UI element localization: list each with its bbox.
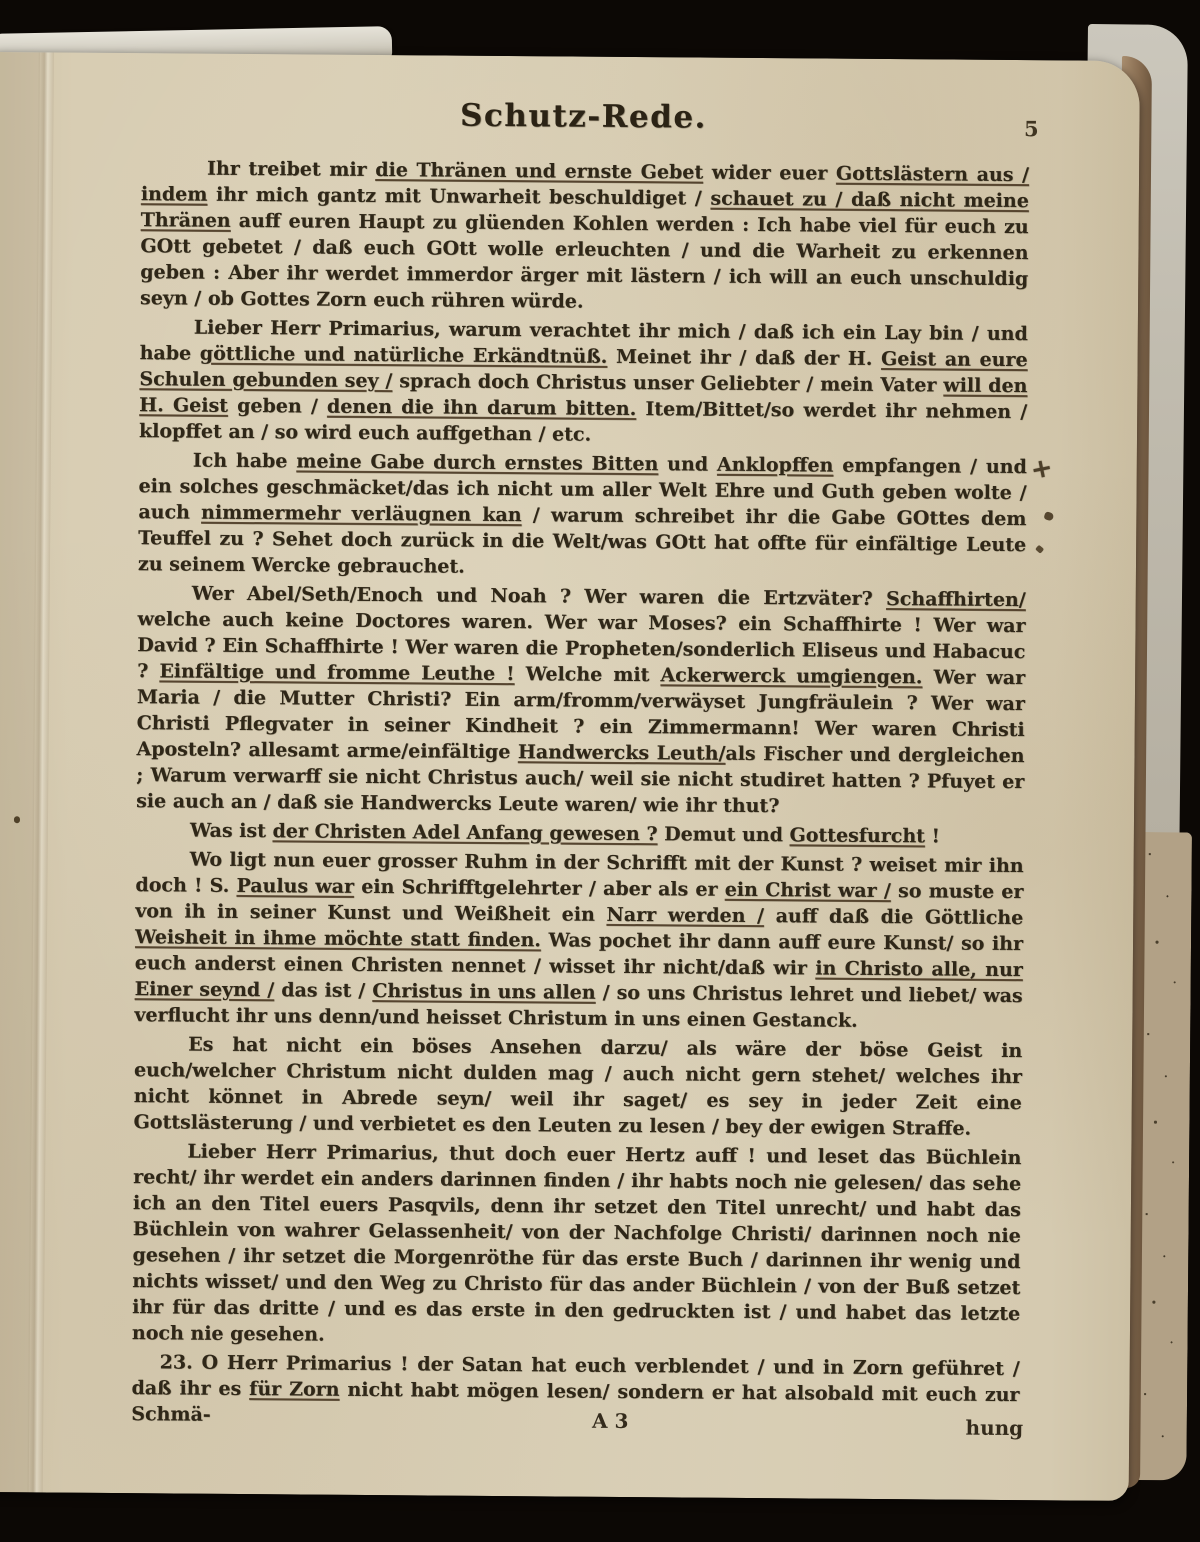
text-segment: auff euren Haupt zu glüenden Kohlen werden : Ich habe viel für euch zu GOtt gebetet / daß euch GOtt wolle erleuchten / und die Warheit zu erkennen geben : Aber ihr werdet immerdor ärger mit lästern / ich will an euch unschuldig seyn / ob Gottes Zorn euch rühren würde. bbox=[139, 209, 1029, 313]
text-segment: Was pochet ihr dann auff eure Kunst/ so ihr euch anderst einen Christen nennet / wisset ihr nicht/daß wir bbox=[134, 929, 1024, 980]
text-segment: nimmermehr verläugnen kan bbox=[201, 501, 522, 527]
text-segment: meine Gabe durch ernstes Bitten bbox=[296, 450, 659, 476]
paragraph bbox=[139, 314, 1028, 451]
text-segment: / so uns Christus lehret und liebet/ was verflucht ihr uns denn/und heisset Christum in uns einen Gestanck. bbox=[134, 981, 1023, 1032]
text-segment: schauet zu / daß nicht meine Thränen bbox=[140, 187, 1029, 232]
text-segment: Gottesfurcht bbox=[789, 824, 926, 848]
text-segment: Gottslästern aus / indem bbox=[140, 162, 1030, 206]
text-segment: Anklopffen bbox=[716, 453, 834, 477]
text-segment: Wer war Maria / die Mutter Christi? Ein arm/fromm/verwäyset Jungfräulein ? Wer war Christi Pflegvater in seiner Kindheit ? ein Zimmermann! Wer waren Christi Aposteln? allesamt arme/einfältige bbox=[136, 666, 1026, 764]
book-page bbox=[0, 52, 1140, 1501]
text-segment: für Zorn bbox=[249, 1378, 340, 1401]
text-segment: Christus in uns allen bbox=[372, 980, 596, 1004]
ink-blot-mark bbox=[1035, 545, 1044, 554]
text-segment: Wer Abel/Seth/Enoch und Noah ? Wer waren die Ertzväter? bbox=[191, 582, 887, 611]
text-segment: 23. O Herr Primarius ! der Satan hat euch verblendet / und in Zorn geführet / daß ihr es bbox=[131, 1351, 1020, 1401]
text-segment: Schaffhirten/ bbox=[885, 588, 1026, 612]
text-segment: Welche mit bbox=[514, 663, 661, 687]
text-segment: Geist an eure Schulen gebunden sey / bbox=[139, 347, 1028, 393]
text-segment: auff daß die Göttliche bbox=[763, 905, 1024, 930]
text-segment: Ackerwerck umgiengen. bbox=[660, 664, 923, 689]
text-segment: Paulus war bbox=[236, 874, 355, 898]
text-segment: Narr werden / bbox=[606, 903, 765, 928]
paragraph bbox=[134, 846, 1023, 1035]
text-segment: Was ist bbox=[189, 819, 273, 843]
paragraph bbox=[136, 580, 1026, 821]
text-segment: denen die ihn darum bitten. bbox=[326, 395, 637, 421]
ink-cross-mark: + bbox=[1027, 452, 1056, 487]
text-segment: Lieber Herr Primarius, thut doch euer Hertz auff ! und leset das Büchlein recht/ ihr werdet ein anders darinnen finden / ihr habts noch nie gelesen/ das sehe ich an den Titel euers Pasqvils, denn ihr setzet den Titel unrecht/ und habt das Büchlein von wahrer Gelassenheit/ von der Nachfolge Christi/ darinnen noch nie gesehen / ihr setzet die Morgenröthe für das erste Buch / darinnen ihr wenig und nichts wisset/ und den Weg zu Christo für das ander Büchlein / von der Buß setzet ihr für das dritte / und es das erste in den gedruckten ist / und habet das letzte noch nie gesehen. bbox=[131, 1140, 1022, 1346]
text-segment: / warum schreibet ihr die Gabe GOttes dem Teuffel zu ? Sehet doch zurück in die Welt/was GOtt hat offte für einfältige Leute zu seinem Wercke gebrauchet. bbox=[137, 504, 1027, 578]
text-segment: ! bbox=[924, 825, 941, 848]
text-segment: Meinet ihr / daß der H. bbox=[607, 345, 882, 370]
text-segment: Item/Bittet/so werdet ihr nehmen / klopffet an / so wird euch auffgethan / etc. bbox=[138, 398, 1028, 446]
paragraph bbox=[140, 155, 1029, 318]
text-segment: sprach doch Christus unser Geliebter / mein Vater bbox=[392, 370, 944, 397]
text-segment: nicht habt mögen lesen/ sondern er hat alsobald mit euch zur Schmä- bbox=[131, 1378, 1020, 1426]
text-segment: so muste er von ih in seiner Kunst und Weißheit ein bbox=[135, 880, 1024, 926]
signature-mark: A 3 bbox=[591, 1408, 629, 1434]
text-segment: geben / bbox=[227, 394, 328, 418]
page-number: 5 bbox=[1024, 116, 1039, 142]
text-segment: Einfältige und fromme Leuthe ! bbox=[159, 660, 515, 686]
text-segment: der Christen Adel Anfang gewesen ? bbox=[272, 820, 658, 846]
ink-blot-mark bbox=[14, 816, 20, 823]
text-segment: das ist / bbox=[274, 979, 373, 1002]
text-segment: Handwercks Leuth/ bbox=[517, 741, 726, 765]
paragraph bbox=[133, 1031, 1022, 1142]
text-segment: Demut und bbox=[657, 823, 790, 847]
text-segment: Es hat nicht ein böses Ansehen darzu/ als wäre der böse Geist in euch/welcher Christum nicht dulden mag / auch nicht gern stehet/ welches ihr nicht könnet in Abrede seyn/ weil ihr saget/ es sey in jeder Zeit eine Gottslästerung / und verbietet es den Leuten zu lesen / bey der ewigen Straffe. bbox=[133, 1033, 1023, 1140]
text-segment: ein Christ war / bbox=[724, 878, 891, 903]
text-segment: welche auch keine Doctores waren. Wer war Moses? ein Schaffhirte ! Wer war David ? Ein Schaffhirte ! Wer waren die Propheten/sonderlich Eliseus und Habacuc ? bbox=[137, 608, 1026, 683]
text-segment: göttliche und natürliche Erkändtnüß. bbox=[199, 342, 608, 368]
text-segment: wider euer bbox=[703, 161, 837, 185]
text-segment: in Christo alle, nur Einer seynd / bbox=[134, 957, 1023, 1002]
text-segment: als Fischer und dergleichen ; Warum verwarff sie nicht Christus auch/ weil sie nicht studiret hatten ? Pfuyet er sie auch an / daß sie Handwercks Leute waren/ wie ihr thut? bbox=[136, 742, 1025, 818]
text-segment: will den H. Geist bbox=[139, 374, 1028, 417]
paragraph bbox=[138, 447, 1027, 584]
body-text bbox=[131, 155, 1029, 1437]
text-segment: und bbox=[658, 453, 718, 476]
text-segment: Lieber Herr Primarius, warum verachtet ihr mich / daß ich ein Lay bin / und habe bbox=[139, 316, 1028, 365]
catchword: hung bbox=[965, 1415, 1024, 1441]
paragraph bbox=[136, 817, 1024, 850]
text-segment: Wo ligt nun euer grosser Ruhm in der Schrifft mit der Kunst ? weiset mir ihn doch ! S. bbox=[135, 848, 1024, 897]
text-segment: Ihr treibet mir bbox=[207, 157, 376, 181]
text-segment: empfangen / und ein solches geschmäcket/das ich nicht um aller Welt Ehre und Guth geben wolte / auch bbox=[138, 454, 1027, 524]
ink-blot-mark bbox=[1043, 511, 1054, 521]
running-header-title: Schutz-Rede. bbox=[459, 97, 708, 136]
text-segment: ein Schrifftgelehrter / aber als er bbox=[353, 875, 725, 901]
text-segment: ihr mich gantz mit Unwarheit beschuldiget / bbox=[207, 183, 711, 210]
text-segment: Ich habe bbox=[192, 449, 297, 473]
text-segment: Weisheit in ihme möchte statt finden. bbox=[134, 926, 542, 952]
paragraph bbox=[132, 1138, 1022, 1353]
text-segment: die Thränen und ernste Gebet bbox=[375, 158, 704, 184]
